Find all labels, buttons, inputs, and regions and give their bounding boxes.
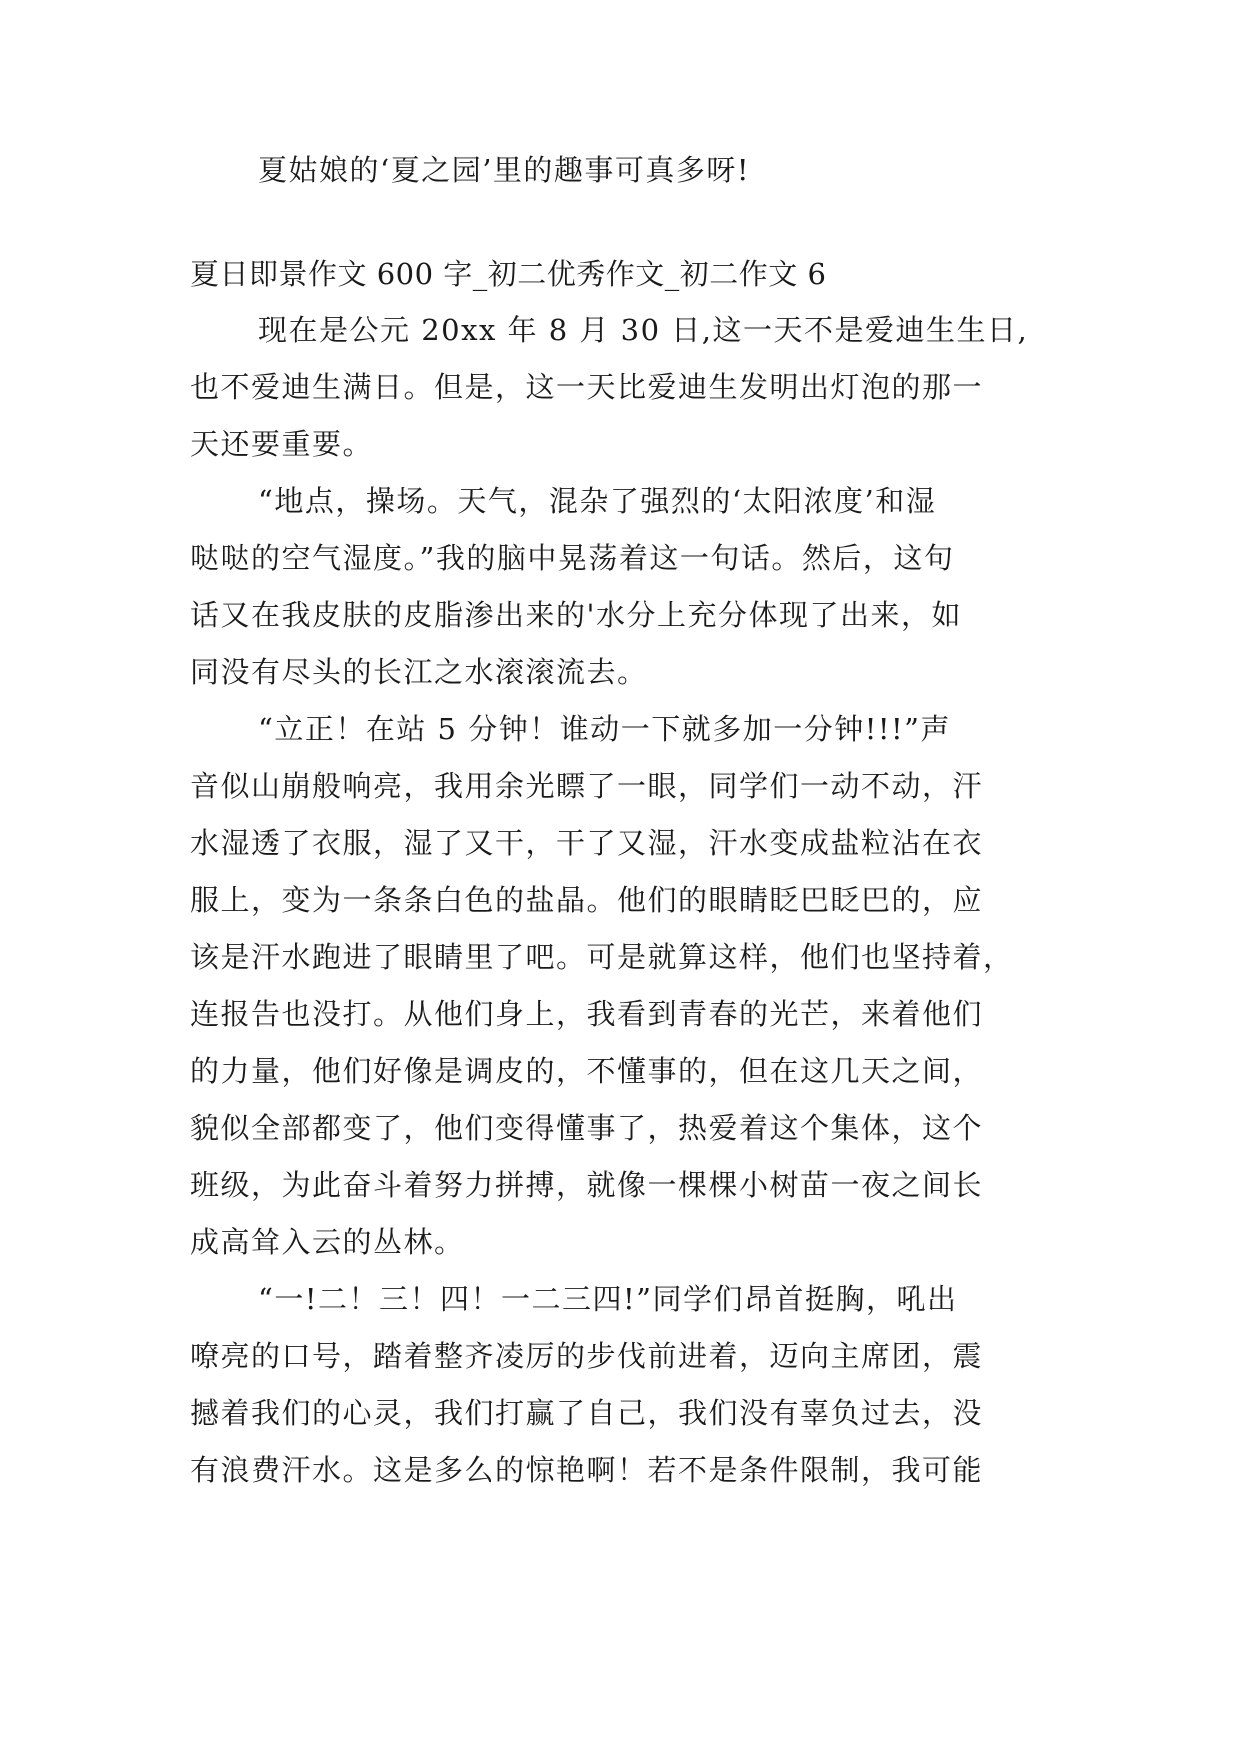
text-line: 连报告也没打。从他们身上，我看到青春的光芒，来着他们 xyxy=(190,997,984,1031)
essay-heading: 夏日即景作文 600 字_初二优秀作文_初二作文 6 xyxy=(190,257,827,291)
text-line: 成高耸入云的丛林。 xyxy=(190,1225,465,1259)
text-line: 班级，为此奋斗着努力拼搏，就像一棵棵小树苗一夜之间长 xyxy=(190,1168,984,1202)
text-line: 音似山崩般响亮，我用余光瞟了一眼，同学们一动不动，汗 xyxy=(190,769,984,803)
text-line: 该是汗水跑进了眼睛里了吧。可是就算这样，他们也坚持着， xyxy=(190,940,1014,974)
text-line: 也不爱迪生满日。但是，这一天比爱迪生发明出灯泡的那一 xyxy=(190,370,984,404)
text-line: “地点，操场。天气，混杂了强烈的‘太阳浓度’和湿 xyxy=(258,484,937,518)
text-line: 貌似全部都变了，他们变得懂事了，热爱着这个集体，这个 xyxy=(190,1111,984,1145)
text-line: 天还要重要。 xyxy=(190,427,374,461)
text-line: 嘹亮的口号，踏着整齐凌厉的步伐前进着，迈向主席团，震 xyxy=(190,1339,984,1373)
text-line: “一!二！三！四！一二三四!”同学们昂首挺胸，吼出 xyxy=(258,1282,958,1316)
text-line: 服上，变为一条条白色的盐晶。他们的眼睛眨巴眨巴的，应 xyxy=(190,883,984,917)
text-line: 现在是公元 20xx 年 8 月 30 日,这一天不是爱迪生生日, xyxy=(258,313,1029,347)
text-line: 同没有尽头的长江之水滚滚流去。 xyxy=(190,655,648,689)
text-line: 水湿透了衣服，湿了又干，干了又湿，汗水变成盐粒沾在衣 xyxy=(190,826,984,860)
text-line: “立正！在站 5 分钟！谁动一下就多加一分钟!!!”声 xyxy=(258,712,952,746)
text-line: 话又在我皮肤的皮脂渗出来的'水分上充分体现了出来，如 xyxy=(190,598,962,632)
text-line: 的力量，他们好像是调皮的，不懂事的，但在这几天之间， xyxy=(190,1054,984,1088)
intro-line: 夏姑娘的‘夏之园’里的趣事可真多呀! xyxy=(258,153,751,187)
text-line: 撼着我们的心灵，我们打赢了自己，我们没有辜负过去，没 xyxy=(190,1396,984,1430)
text-line: 有浪费汗水。这是多么的惊艳啊！若不是条件限制，我可能 xyxy=(190,1453,984,1487)
text-line: 哒哒的空气湿度。”我的脑中晃荡着这一句话。然后，这句 xyxy=(190,541,955,575)
